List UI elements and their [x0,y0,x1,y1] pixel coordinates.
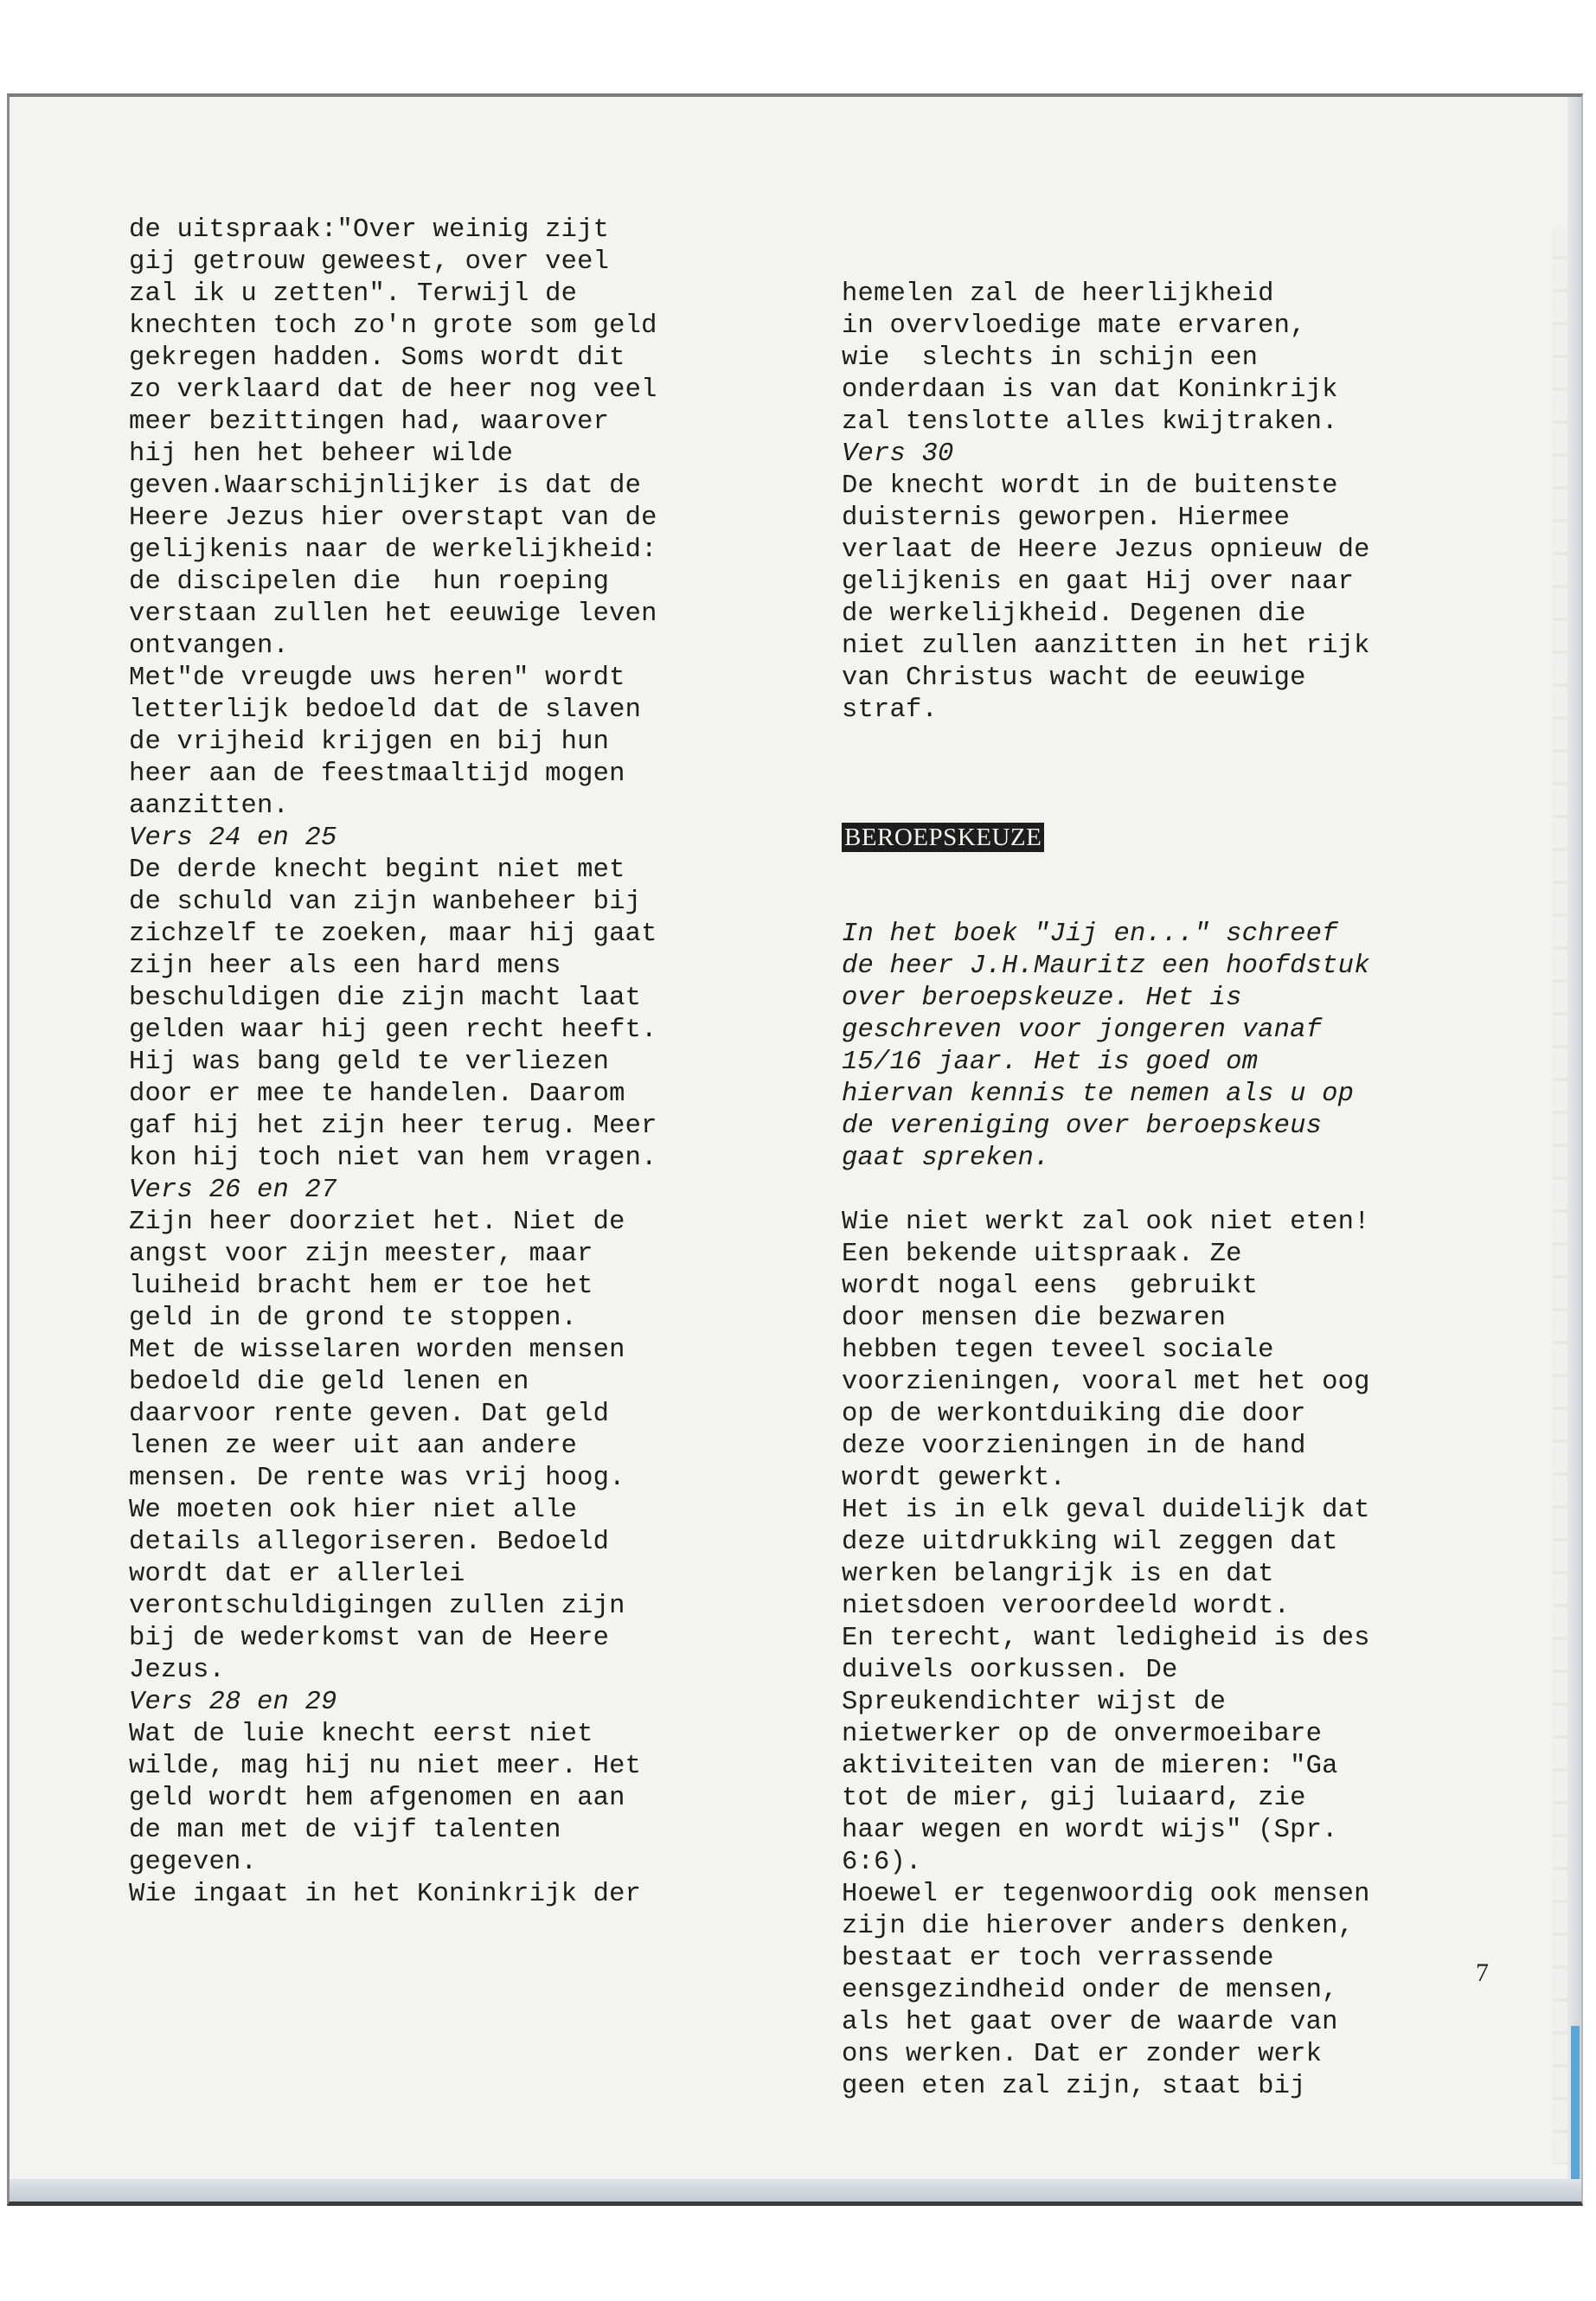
left-text-column [129,215,795,1911]
text-line: werken belangrijk is en dat [842,1560,1274,1589]
text-line: ons werken. Dat er zonder werk [842,2040,1323,2069]
text-line: Spreukendichter wijst de [842,1688,1227,1717]
text-line: knechten toch zo'n grote som geld [129,311,657,341]
text-line: duivels oorkussen. De [842,1656,1178,1685]
text-line: duisternis geworpen. Hiermee [842,503,1291,533]
text-line: als het gaat over de waarde van [842,2008,1338,2037]
text-line: gelijkenis en gaat Hij over naar [842,567,1355,597]
text-line: de man met de vijf talenten [129,1816,561,1845]
cover-edge-strip [1571,2026,1580,2190]
text-line: in overvloedige mate ervaren, [842,311,1306,341]
text-line: wilde, mag hij nu niet meer. Het [129,1752,642,1781]
text-line: meer bezittingen had, waarover [129,407,610,437]
text-line: gaat spreken. [842,1144,1050,1173]
text-line: mensen. De rente was vrij hoog. [129,1464,625,1493]
text-line: gaf hij het zijn heer terug. Meer [129,1112,657,1141]
text-line: Vers 30 [842,439,954,469]
text-line: angst voor zijn meester, maar [129,1240,593,1269]
text-line: hiervan kennis te nemen als u op [842,1080,1355,1109]
text-line: Vers 24 en 25 [129,824,337,853]
text-line: de discipelen die hun roeping [129,567,610,597]
text-line: geen eten zal zijn, staat bij [842,2072,1306,2101]
text-line: Vers 26 en 27 [129,1176,337,1205]
text-line: door mensen die bezwaren [842,1304,1227,1333]
text-line: door er mee te handelen. Daarom [129,1080,625,1109]
text-line: niet zullen aanzitten in het rijk [842,631,1370,661]
text-line: de heer J.H.Mauritz een hoofdstuk [842,952,1370,981]
text-line: Een bekende uitspraak. Ze [842,1240,1242,1269]
text-line: wie slechts in schijn een [842,343,1259,373]
text-line: onderdaan is van dat Koninkrijk [842,375,1338,405]
text-line: lenen ze weer uit aan andere [129,1432,578,1461]
text-line: de schuld van zijn wanbeheer bij [129,888,642,917]
text-line: letterlijk bedoeld dat de slaven [129,695,642,725]
text-line: zo verklaard dat de heer nog veel [129,375,657,405]
scanned-page [7,93,1583,2206]
page-edge [1567,97,1581,2202]
right-column-bottom-text [842,919,1508,2103]
text-line: de werkelijkheid. Degenen die [842,599,1306,629]
section-heading: BEROEPSKEUZE [842,823,1044,852]
text-line: verstaan zullen het eeuwige leven [129,599,657,629]
bottom-cover-edge [10,2179,1581,2202]
text-line: Wie niet werkt zal ook niet eten! [842,1208,1370,1237]
text-line: over beroepskeuze. Het is [842,984,1242,1013]
text-line: heer aan de feestmaaltijd mogen [129,760,625,789]
text-line: Het is in elk geval duidelijk dat [842,1496,1370,1525]
blank-line [842,727,1508,759]
text-line: Vers 28 en 29 [129,1688,337,1717]
text-line: gelden waar hij geen recht heeft. [129,1016,657,1045]
text-line: straf. [842,695,939,725]
text-line: De knecht wordt in de buitenste [842,471,1338,501]
text-line: eensgezindheid onder de mensen, [842,1976,1338,2005]
text-line: zijn die hierover anders denken, [842,1912,1355,1941]
text-line: bedoeld die geld lenen en [129,1368,529,1397]
text-line: geld wordt hem afgenomen en aan [129,1784,625,1813]
right-text-column [842,215,1508,2167]
text-line: zal tenslotte alles kwijtraken. [842,407,1338,437]
right-column-top-text [842,279,1508,759]
text-line: Wat de luie knecht eerst niet [129,1720,593,1749]
text-line: bestaat er toch verrassende [842,1944,1274,1973]
text-line: Met de wisselaren worden mensen [129,1336,625,1365]
text-line: De derde knecht begint niet met [129,856,625,885]
text-line: de vrijheid krijgen en bij hun [129,727,610,757]
section-heading-line [842,823,1508,855]
text-line: luiheid bracht hem er toe het [129,1272,593,1301]
text-line: kon hij toch niet van hem vragen. [129,1144,657,1173]
text-line: ontvangen. [129,631,290,661]
text-line: de vereniging over beroepskeus [842,1112,1323,1141]
text-line: gelijkenis naar de werkelijkheid: [129,535,657,565]
text-line: daarvoor rente geven. Dat geld [129,1400,610,1429]
text-line: 15/16 jaar. Het is goed om [842,1048,1259,1077]
text-line: gekregen hadden. Soms wordt dit [129,343,625,373]
text-line: zal ik u zetten". Terwijl de [129,279,578,309]
text-line: gegeven. [129,1848,258,1877]
text-line: Hoewel er tegenwoordig ook mensen [842,1880,1370,1909]
text-line: tot de mier, gij luiaard, zie [842,1784,1306,1813]
text-line: 6:6). [842,1848,922,1877]
text-line: hij hen het beheer wilde [129,439,514,469]
text-line: hemelen zal de heerlijkheid [842,279,1274,309]
text-line: van Christus wacht de eeuwige [842,663,1306,693]
text-line: zichzelf te zoeken, maar hij gaat [129,920,657,949]
text-line: nietwerker op de onvermoeibare [842,1720,1323,1749]
text-line: Jezus. [129,1656,226,1685]
text-line: Heere Jezus hier overstapt van de [129,503,657,533]
text-line: aktiviteiten van de mieren: "Ga [842,1752,1338,1781]
page-number: 7 [1476,1958,1489,1987]
text-line: geld in de grond te stoppen. [129,1304,578,1333]
text-line: zijn heer als een hard mens [129,952,561,981]
text-line: gij getrouw geweest, over veel [129,247,610,277]
text-line: details allegoriseren. Bedoeld [129,1528,610,1557]
text-line: We moeten ook hier niet alle [129,1496,578,1525]
text-line: In het boek "Jij en..." schreef [842,920,1338,949]
text-line: voorzieningen, vooral met het oog [842,1368,1370,1397]
text-line: verontschuldigingen zullen zijn [129,1592,625,1621]
text-line: beschuldigen die zijn macht laat [129,984,642,1013]
text-line: deze uitdrukking wil zeggen dat [842,1528,1338,1557]
text-line: wordt gewerkt. [842,1464,1067,1493]
text-line: nietsdoen veroordeeld wordt. [842,1592,1291,1621]
text-line: Zijn heer doorziet het. Niet de [129,1208,625,1237]
text-line: Hij was bang geld te verliezen [129,1048,610,1077]
text-line: Wie ingaat in het Koninkrijk der [129,1880,642,1909]
text-line: de uitspraak:"Over weinig zijt [129,215,610,245]
text-line: bij de wederkomst van de Heere [129,1624,610,1653]
text-line: wordt nogal eens gebruikt [842,1272,1259,1301]
text-line: wordt dat er allerlei [129,1560,465,1589]
text-line: En terecht, want ledigheid is des [842,1624,1370,1653]
text-line: geschreven voor jongeren vanaf [842,1016,1323,1045]
text-line: verlaat de Heere Jezus opnieuw de [842,535,1370,565]
text-line: hebben tegen teveel sociale [842,1336,1274,1365]
blank-line [842,1175,1508,1207]
text-line: deze voorzieningen in de hand [842,1432,1306,1461]
text-line: op de werkontduiking die door [842,1400,1306,1429]
text-line: haar wegen en wordt wijs" (Spr. [842,1816,1338,1845]
text-line: geven.Waarschijnlijker is dat de [129,471,642,501]
text-line: aanzitten. [129,792,290,821]
text-line: Met"de vreugde uws heren" wordt [129,663,625,693]
